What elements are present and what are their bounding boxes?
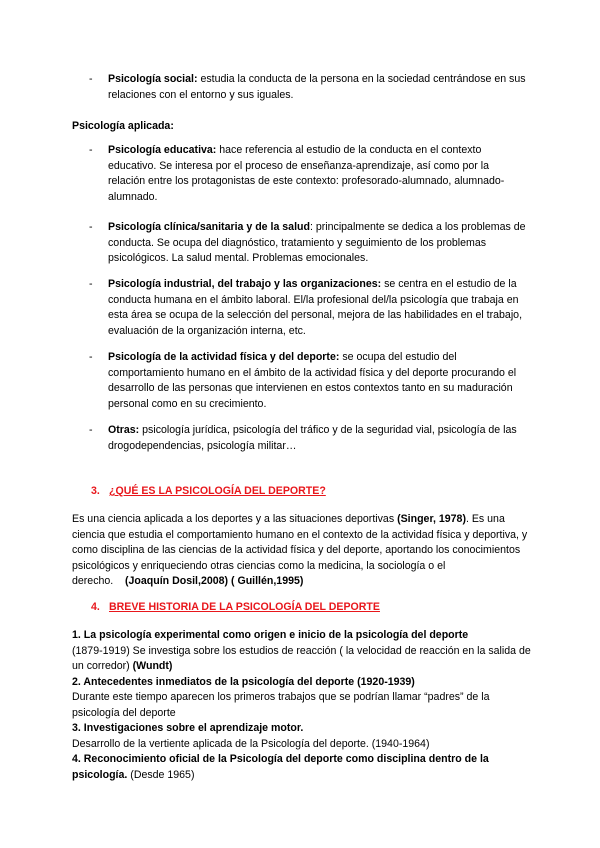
section-3-heading xyxy=(91,484,326,500)
section-3-paragraph xyxy=(72,512,528,590)
bullet-text: estudia la conducta de la persona en la sociedad centrándose en sus relaciones con el entorno y sus iguales. xyxy=(108,73,526,101)
citation: (Singer, 1978) xyxy=(397,513,466,525)
bullet-dash: - xyxy=(89,221,93,233)
citation: (Joaquín Dosil,2008) ( Guillén,1995) xyxy=(125,575,304,587)
history-list xyxy=(72,628,532,783)
applied-psychology-heading: Psicología aplicada: xyxy=(72,120,174,132)
history-body: Desarrollo de la vertiente aplicada de la Psicología del deporte. (1940-1964) xyxy=(72,737,430,750)
bullet-text: hace referencia al estudio de la conducta en el contexto educativo. Se interesa por el proceso de enseñanza-aprendizaje, así como por la relación entre los protagonistas de este contexto: profesorado-alumnado, alumnado-alumnado. xyxy=(108,144,505,203)
section-4-heading xyxy=(91,600,380,616)
history-author: (Wundt) xyxy=(132,660,173,672)
bullet-dash: - xyxy=(89,278,93,290)
history-item xyxy=(72,721,532,752)
bullet-text: se ocupa del estudio del comportamiento humano en el ámbito de la actividad física y del deporte procurando el desarrollo de las personas que intervienen en estos contextos tanto en su maduración personal como en su crecimiento. xyxy=(108,351,517,410)
bullet-term: Psicología social: xyxy=(108,73,198,85)
bullet-other-psychology xyxy=(89,423,529,454)
history-item xyxy=(72,675,532,722)
bullet-social-psychology xyxy=(89,72,529,103)
bullet-term: Psicología industrial, del trabajo y las organizaciones: xyxy=(108,278,382,290)
bullet-term: Psicología clínica/sanitaria y de la salud xyxy=(108,221,310,233)
history-item xyxy=(72,628,532,675)
bullet-term: Otras: xyxy=(108,424,140,436)
history-text: (Desde 1965) xyxy=(127,768,195,781)
history-item xyxy=(72,752,532,783)
bullet-educational-psychology xyxy=(89,143,529,205)
bullet-body xyxy=(108,220,529,267)
bullet-text: psicología jurídica, psicología del tráfico y de la seguridad vial, psicología de las drogodependencias, psicología militar… xyxy=(108,424,517,452)
history-body xyxy=(72,752,532,783)
bullet-dash: - xyxy=(89,144,93,156)
bullet-body xyxy=(108,350,529,412)
bullet-clinical-psychology xyxy=(89,220,529,267)
bullet-industrial-psychology xyxy=(89,277,529,339)
section-title: ¿QUÉ ES LA PSICOLOGÍA DEL DEPORTE? xyxy=(109,485,326,497)
bullet-text: : principalmente se dedica a los problemas de conducta. Se ocupa del diagnóstico, tratamiento y seguimiento de los problemas psicológicos. La salud mental. Problemas emocionales. xyxy=(108,221,526,264)
history-heading: 2. Antecedentes inmediatos de la psicología del deporte (1920-1939) xyxy=(72,675,415,688)
bullet-dash: - xyxy=(89,73,93,85)
history-text: (1879-1919) Se investiga sobre los estudios de reacción ( la velocidad de reacción en la salida de un corredor) xyxy=(72,644,531,672)
history-heading: 3. Investigaciones sobre el aprendizaje motor. xyxy=(72,722,304,734)
bullet-text: se centra en el estudio de la conducta humana en el ámbito laboral. El/la profesional del/la psicología que trabaja en esta área se ocupa de la selección del personal, mejora de las habilidades en el trabajo, evaluación de la organización interna, etc. xyxy=(108,278,523,337)
bullet-body xyxy=(108,72,529,103)
bullet-term: Psicología de la actividad física y del deporte: xyxy=(108,351,340,363)
history-body: Durante este tiempo aparecen los primeros trabajos que se podrían llamar “padres” de la psicología del deporte xyxy=(72,691,490,719)
paragraph-text: . Es una ciencia que estudia el comportamiento humano en el contexto de la actividad física y deportiva, y como disciplina de las ciencias de la actividad física y del deporte, aportando los conocimientos psicológicos y enriqueciendo otras ciencias como la medicina, la sociología o el derecho. xyxy=(72,513,528,587)
history-body xyxy=(72,644,532,675)
bullet-dash: - xyxy=(89,351,93,363)
history-heading: 1. La psicología experimental como origen e inicio de la psicología del deporte xyxy=(72,629,469,641)
section-title: BREVE HISTORIA DE LA PSICOLOGÍA DEL DEPORTE xyxy=(109,601,380,613)
bullet-term: Psicología educativa: xyxy=(108,144,217,156)
history-heading: 4. Reconocimiento oficial de la Psicología del deporte como disciplina dentro de la psicología. xyxy=(72,753,489,781)
section-number: 3. xyxy=(91,485,100,497)
section-number: 4. xyxy=(91,601,100,613)
bullet-sport-psychology xyxy=(89,350,529,412)
bullet-body xyxy=(108,143,529,205)
bullet-dash: - xyxy=(89,424,93,436)
bullet-body xyxy=(108,423,529,454)
bullet-body xyxy=(108,277,529,339)
paragraph-text: Es una ciencia aplicada a los deportes y a las situaciones deportivas xyxy=(72,513,398,525)
